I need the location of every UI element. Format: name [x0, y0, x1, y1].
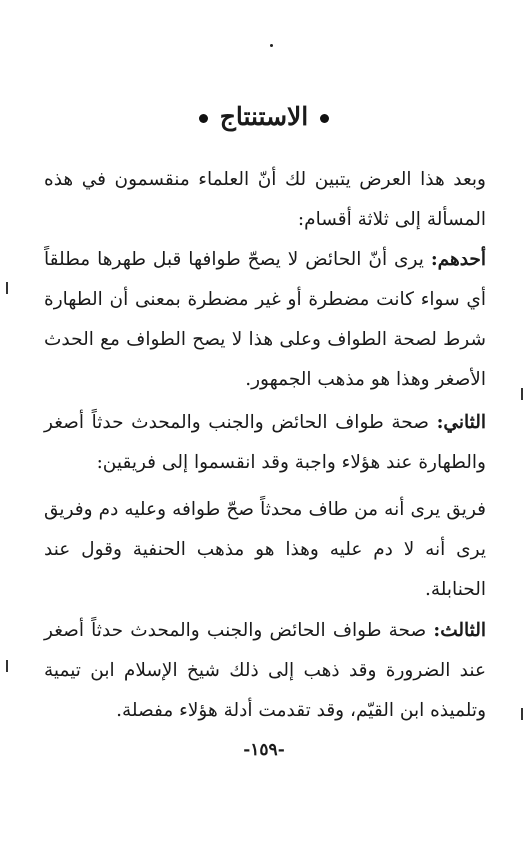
bullet-icon	[320, 114, 329, 123]
intro-paragraph	[44, 160, 486, 240]
margin-mark	[521, 708, 523, 720]
second-opinion-paragraph	[44, 403, 486, 483]
first-opinion-text: يرى أنّ الحائض لا يصحّ طوافها قبل طهرها مطلقاً أي سواء كانت مضطرة أو غير مضطرة بمعنى أن الطهارة شرط لصحة الطواف وعلى هذا لا يصح الطواف مع الحدث الأصغر وهذا هو مذهب الجمهور.	[44, 249, 486, 390]
third-opinion-text: صحة طواف الحائض والجنب والمحدث حدثاً أصغر عند الضرورة وقد ذهب إلى ذلك شيخ الإسلام ابن تيمية وتلميذه ابن القيّم، وقد تقدمت أدلة هؤلاء مفصلة.	[44, 620, 486, 721]
second-opinion-detail-paragraph	[44, 490, 486, 610]
top-dot-mark	[270, 44, 273, 47]
first-opinion-paragraph	[44, 240, 486, 400]
page-number: -١٥٩-	[243, 740, 285, 760]
second-opinion-detail-text: فريق يرى أنه من طاف محدثاً صحّ طوافه وعليه دم وفريق يرى أنه لا دم عليه وهذا هو مذهب الحنفية وقول عند الحنابلة.	[44, 499, 486, 600]
section-heading	[0, 102, 528, 131]
heading-text: الاستنتاج	[219, 102, 309, 131]
margin-mark	[6, 282, 8, 294]
second-opinion-text: صحة طواف الحائض والجنب والمحدث حدثاً أصغر والطهارة عند هؤلاء واجبة وقد انقسموا إلى فريقين:	[44, 412, 486, 473]
intro-text: وبعد هذا العرض يتبين لك أنّ العلماء منقسمون في هذه المسألة إلى ثلاثة أقسام:	[44, 169, 486, 230]
third-opinion-label: الثالث:	[433, 620, 486, 641]
second-opinion-label: الثاني:	[436, 412, 486, 433]
margin-mark	[6, 660, 8, 672]
first-opinion-label: أحدهم:	[430, 249, 486, 270]
third-opinion-paragraph	[44, 611, 486, 731]
bullet-icon	[199, 114, 208, 123]
margin-mark	[521, 388, 523, 400]
